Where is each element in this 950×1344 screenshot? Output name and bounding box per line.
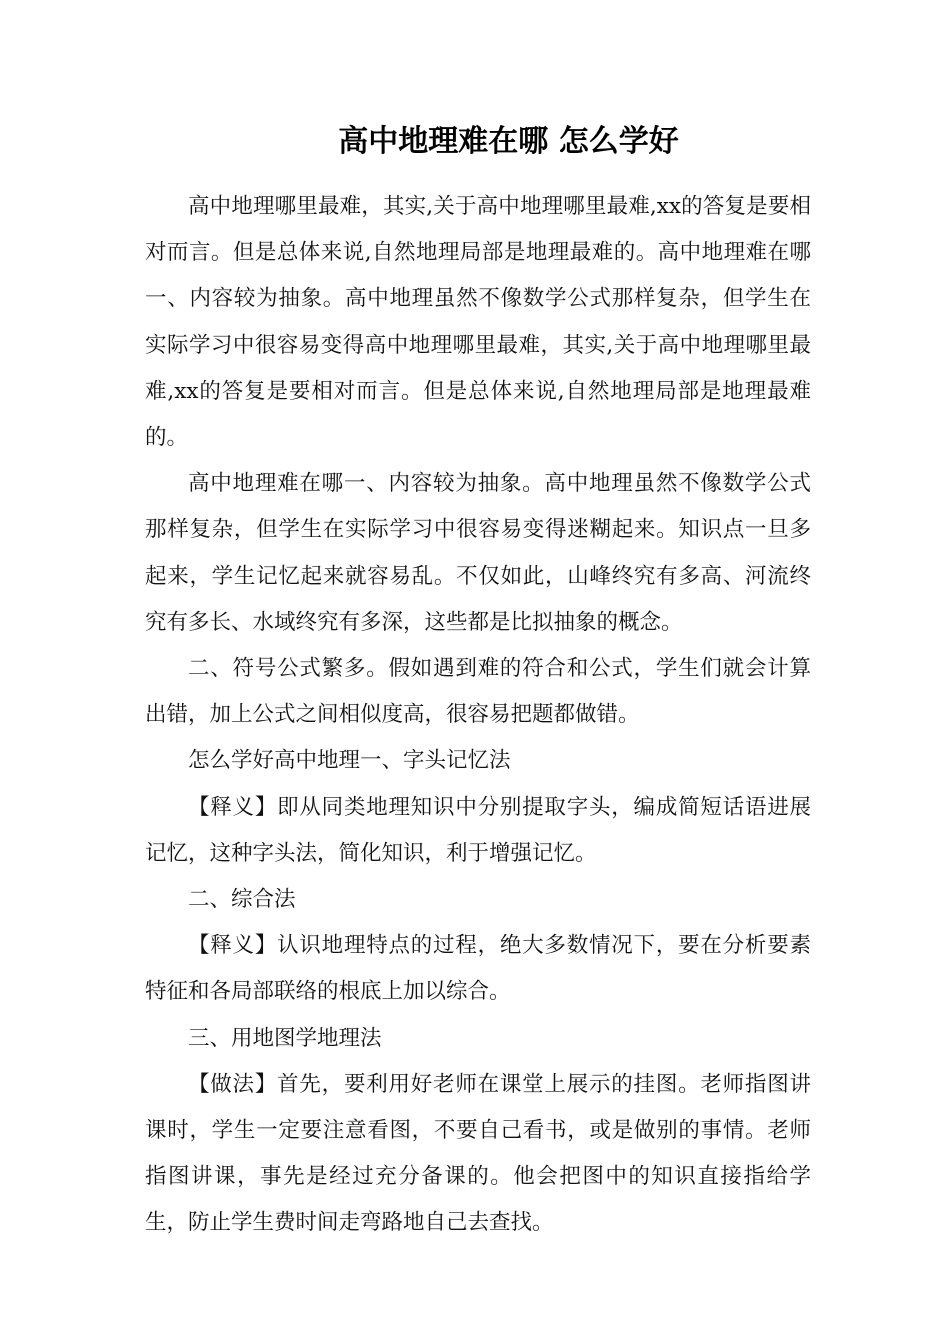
section-heading: 二、综合法 — [188, 887, 296, 913]
paragraph: 高中地理哪里最难，其实,关于高中地理哪里最难,xx的答复是要相对而言。但是总体来说,自然地理局部是地理最难的。高中地理难在哪一、内容较为抽象。高中地理虽然不像数学公式那样复杂，但学生在实际学习中很容易变得高中地理哪里最难，其实,关于高中地理哪里最难,xx的答复是要相对而言。但是总体来说,自然地理局部是地理最难的。 — [145, 194, 811, 451]
section-heading: 怎么学好高中地理一、字头记忆法 — [188, 748, 511, 774]
paragraph: 【做法】首先，要利用好老师在课堂上展示的挂图。老师指图讲课时，学生一定要注意看图，不要自己看书，或是做别的事情。老师指图讲课，事先是经过充分备课的。他会把图中的知识直接指给学生，防止学生费时间走弯路地自己去查找。 — [145, 1071, 811, 1236]
paragraph: 【释义】即从同类地理知识中分别提取字头，编成简短话语进展记忆，这种字头法，简化知识，利于增强记忆。 — [145, 794, 811, 866]
document-body — [145, 184, 811, 1247]
document-title: 高中地理难在哪 怎么学好 — [338, 124, 679, 159]
paragraph: 【释义】认识地理特点的过程，绝大多数情况下，要在分析要素特征和各局部联络的根底上加以综合。 — [145, 933, 811, 1005]
paragraph: 高中地理难在哪一、内容较为抽象。高中地理虽然不像数学公式那样复杂，但学生在实际学习中很容易变得迷糊起来。知识点一旦多起来，学生记忆起来就容易乱。不仅如此，山峰终究有多高、河流终究有多长、水域终究有多深，这些都是比拟抽象的概念。 — [145, 471, 811, 635]
section-heading: 三、用地图学地理法 — [188, 1025, 382, 1051]
paragraph: 二、符号公式繁多。假如遇到难的符合和公式，学生们就会计算出错，加上公式之间相似度高，很容易把题都做错。 — [145, 656, 811, 728]
